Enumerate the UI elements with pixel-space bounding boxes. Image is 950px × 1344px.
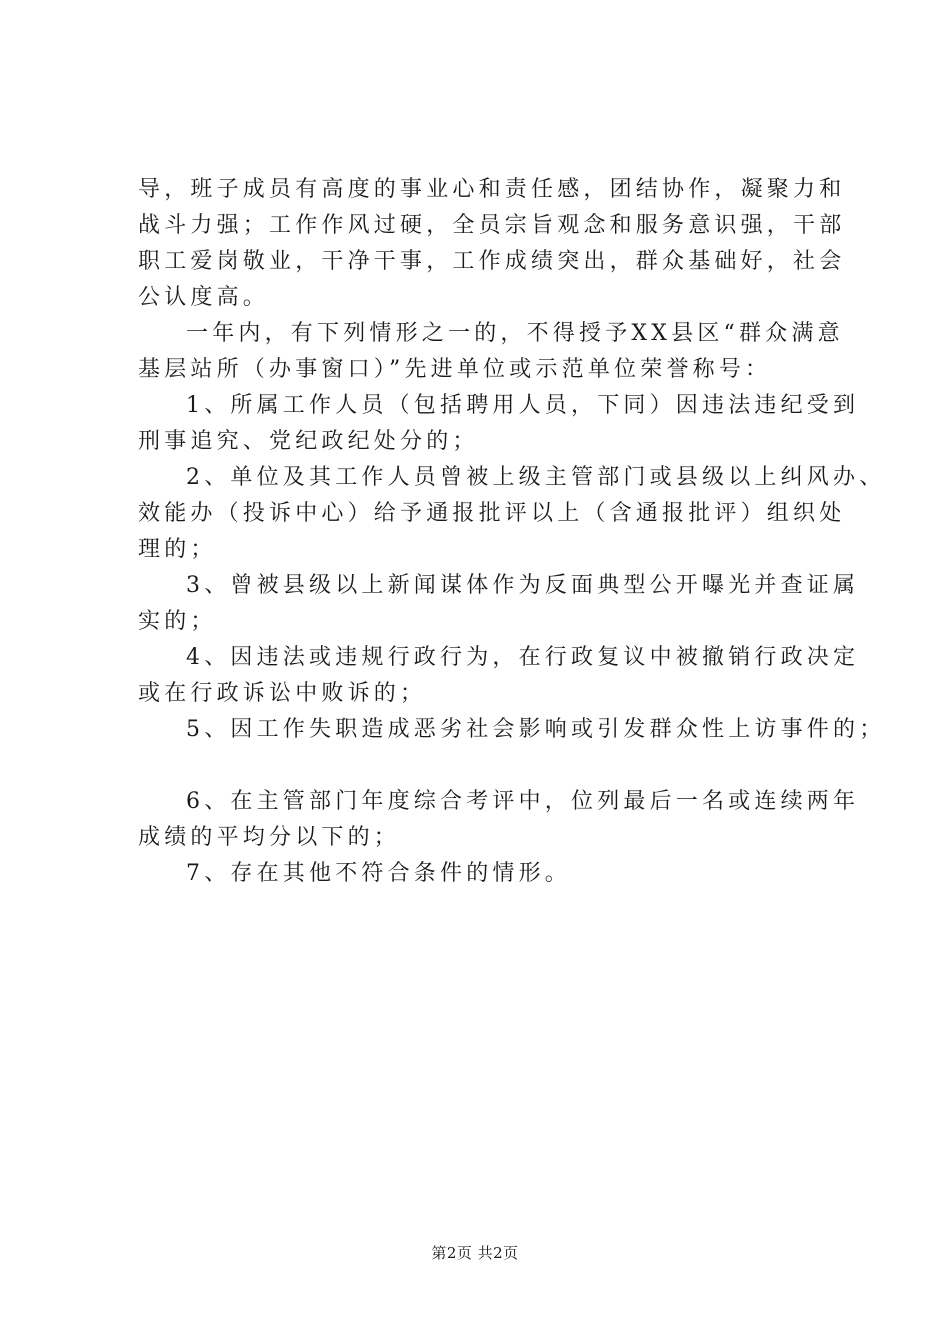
text-line: 职工爱岗敬业，干净干事，工作成绩突出，群众基础好，社会 xyxy=(138,249,846,274)
text-line: 刑事追究、党纪政纪处分的； xyxy=(138,429,479,454)
text-line: 战斗力强；工作作风过硬，全员宗旨观念和服务意识强，干部 xyxy=(138,213,846,238)
text-line: 或在行政诉讼中败诉的； xyxy=(138,681,427,706)
text-line: 成绩的平均分以下的； xyxy=(138,825,401,850)
text-line: 理的； xyxy=(138,537,217,562)
blank-line xyxy=(138,748,838,784)
text-line: 导，班子成员有高度的事业心和责任感，团结协作，凝聚力和 xyxy=(138,177,846,202)
text-line: 效能办（投诉中心）给予通报批评以上（含通报批评）组织处 xyxy=(138,501,846,526)
list-item-2-line: 2、单位及其工作人员曾被上级主管部门或县级以上纠风办、 xyxy=(186,465,886,490)
list-item-3-line: 3、曾被县级以上新闻谋体作为反面典型公开曝光并查证属 xyxy=(186,573,860,598)
list-item-7-line: 7、存在其他不符合条件的情形。 xyxy=(186,861,571,886)
page-number-footer: 第2页 共2页 xyxy=(431,1244,519,1262)
text-line: 公认度高。 xyxy=(138,285,270,310)
list-item-6-line: 6、在主管部门年度综合考评中，位列最后一名或连续两年 xyxy=(186,789,860,814)
text-line: 实的； xyxy=(138,609,217,634)
list-item-4-line: 4、因违法或违规行政行为，在行政复议中被撤销行政决定 xyxy=(186,645,860,670)
paragraph-start-line: 一年内，有下列情形之一的，不得授予XX县区“群众满意 xyxy=(186,321,844,346)
text-line: 基层站所（办事窗口）”先进单位或示范单位荣誉称号： xyxy=(138,357,772,382)
document-body xyxy=(138,172,886,892)
list-item-1-line: 1、所属工作人员（包括聘用人员，下同）因违法违纪受到 xyxy=(186,393,860,418)
list-item-5-line: 5、因工作失职造成恶劣社会影响或引发群众性上访事件的； xyxy=(186,717,886,742)
